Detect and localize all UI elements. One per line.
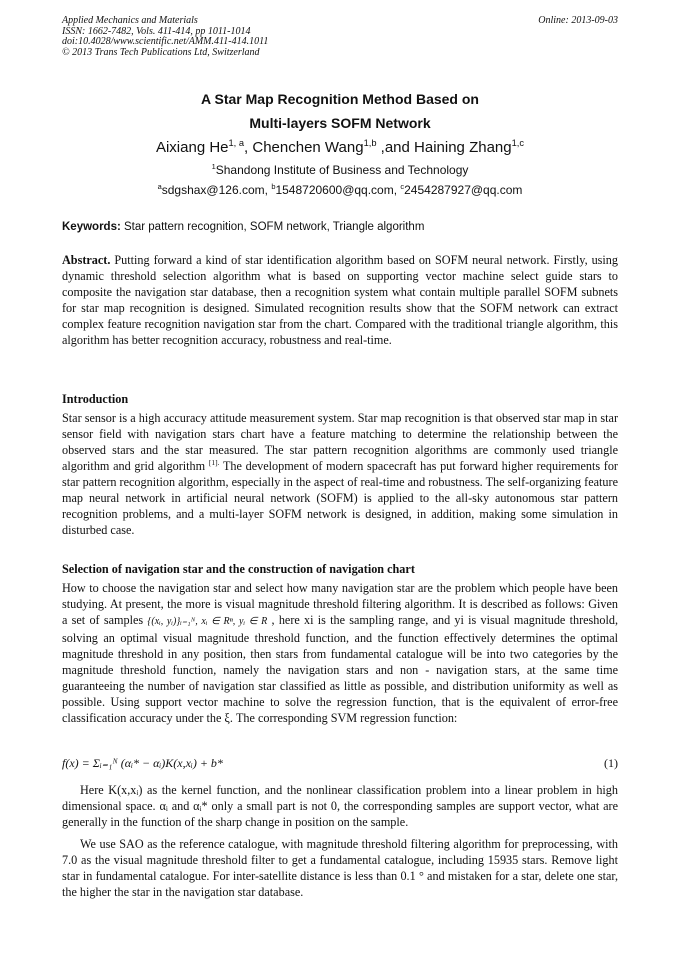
author-1-affil: 1, a (228, 138, 245, 148)
author-3-affil: 1,c (511, 138, 525, 148)
institution-name: Shandong Institute of Business and Technology (215, 163, 469, 177)
doi-line: doi:10.4028/www.scientific.net/AMM.411-414.1011 (62, 36, 269, 47)
email-c: 2454287927@qq.com (404, 183, 523, 197)
keywords-text: Star pattern recognition, SOFM network, Triangle algorithm (120, 221, 425, 233)
affiliation: $^1$Shandong Institute of Business and Technology (211, 162, 469, 177)
abstract (62, 252, 618, 348)
introduction-paragraph: Star sensor is a high accuracy attitude measurement system. Star map recognition is that observed star map in star sensor field with navigation stars chart have a feature matching to determine the relationship between the observed stars and the star measured. The star pattern recognition algorithms are commonly used triangle algorithm and grid algorithm $^{[1].}$ The development of modern spacecraft has put forward higher requirements for star pattern recognition algorithm, especially in the aspect of real-time and robustness. The self-organizing feature map neural network in artificial neural network (SOFM) is applied to the all-sky autonomous star pattern recognition problems, and a multi-layer SOFM network is designed, in addition, making some simulation in disturbed case. (62, 411, 618, 537)
author-2: Chenchen Wang (252, 139, 364, 156)
paper-title-line-1: A Star Map Recognition Method Based on (201, 91, 479, 107)
author-3: Haining Zhang (414, 139, 512, 156)
section2-paragraph-1: How to choose the navigation star and select how many navigation star are the problem which people have been studying. At present, the more is visual magnitude threshold filtering algorithm. It is described as follows: Given a set of samples {(xᵢ, yᵢ)}ᵢ₌₁ᴺ, xᵢ ∈ Rⁿ, yᵢ ∈ R , here xi is the sampling range, and yi is visual magnitude threshold, solving an optimal visual magnitude threshold function, and the function effectively determines the optimal magnitude threshold in any position, then stars from fundamental catalogue will be into two categories by the magnitude threshold function, namely the navigation stars and non - navigation stars, at the same time guaranteeing the number of navigation star classified as little as possible, and distribution uniformity as well as possible. Using support vector machine to solve the regression function, that is the equivalent of error-free classification accuracy under the ξ. The corresponding SVM regression function: (62, 581, 618, 725)
author-2-affil: 1,b (363, 138, 377, 148)
keywords-label: Keywords: (62, 221, 121, 233)
section2-paragraph-2: Here K(x,xᵢ) as the kernel function, and the nonlinear classification problem into a linear problem in high dimensional space. αᵢ and αᵢ* only a small part is not 0, the corresponding samples are support vector, what are generally in the function of the sharp change in position on the sample. (62, 783, 618, 829)
abstract-text: Putting forward a kind of star identification algorithm based on SOFM neural network. Firstly, using dynamic threshold selection algorithm what is based on supporting vector machine select guide stars to composite the navigation star database, then a recognition system what contain multiple parallel SOFM subnets for star map recognition is designed. Simulated recognition results show that the SOFM network can extract complex feature recognition navigation star from the chart. Compared with the traditional triangle algorithm, this algorithm has better recognition accuracy, robustness and real-time. (62, 253, 618, 347)
abstract-label: Abstract. (62, 253, 111, 267)
svm-regression-equation (62, 752, 618, 782)
issn-line: ISSN: 1662-7482, Vols. 411-414, pp 1011-1014 (62, 25, 251, 37)
keywords (62, 221, 618, 233)
running-header (62, 16, 618, 58)
section-heading-introduction: Introduction (62, 392, 129, 406)
sample-set-formula: {(xᵢ, yᵢ)}ᵢ₌₁ᴺ, xᵢ ∈ Rⁿ, yᵢ ∈ R (147, 616, 268, 627)
author-1: Aixiang He (155, 139, 229, 156)
email-b: 1548720600@qq.com, (275, 183, 401, 197)
author-list: Aixiang He$^{1, a}$, Chenchen Wang$^{1,b}$ ,and Haining Zhang$^{1,c}$ (155, 138, 525, 156)
email-list: $^a$sdgshax@126.com, $^b$1548720600@qq.com, $^c$2454287927@qq.com (157, 182, 523, 197)
email-a: sdgshax@126.com, (161, 183, 272, 197)
citation-ref: [1]. (208, 457, 220, 467)
paper-title-line-2: Multi-layers SOFM Network (249, 115, 431, 131)
section-heading-navigation-star: Selection of navigation star and the construction of navigation chart (62, 562, 415, 576)
online-date: Online: 2013-09-03 (538, 15, 618, 26)
equation-body: f(x) = Σᵢ₌₁ᴺ (αᵢ* − αᵢ)K(x,xᵢ) + b* (62, 756, 223, 770)
copyright-line: © 2013 Trans Tech Publications Ltd, Switzerland (62, 46, 260, 58)
journal-name: Applied Mechanics and Materials (62, 15, 198, 26)
equation-number: (1) (604, 756, 618, 770)
section2-paragraph-3: We use SAO as the reference catalogue, with magnitude threshold filtering algorithm for preprocessing, with 7.0 as the visual magnitude threshold filter to get a fundamental catalogue, including 15935 stars. Remove light star in fundamental catalogue. For inter-satellite distance is less than 0.1 ° and mistaken for a star, delete one star, the higher the star in the navigation star database. (62, 837, 618, 899)
